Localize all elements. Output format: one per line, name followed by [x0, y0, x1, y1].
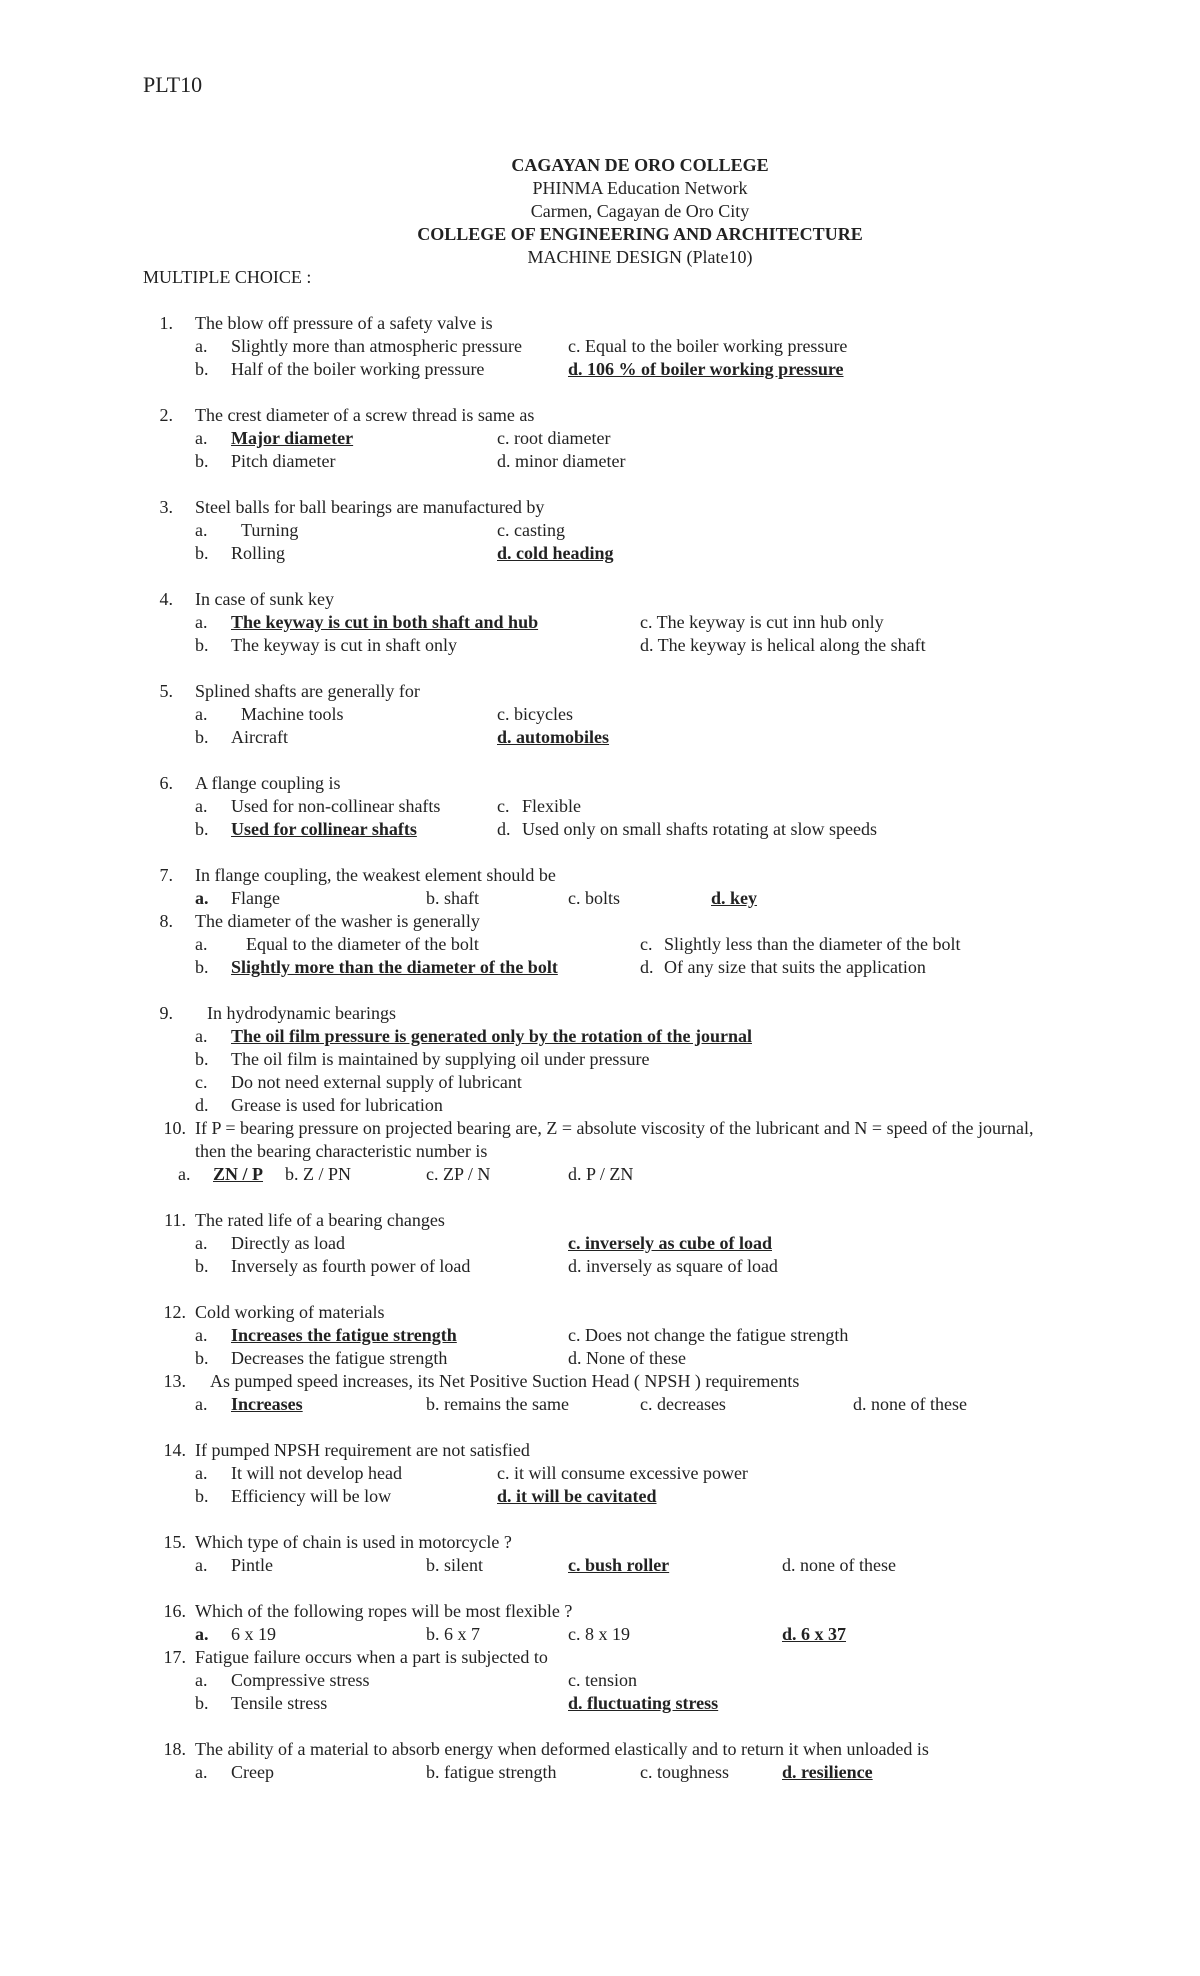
option-d-answer: d. automobiles: [497, 727, 610, 747]
question-number: 10.: [163, 1118, 186, 1138]
option-b: Aircraft: [231, 727, 288, 747]
option-c: c. ZP / N: [426, 1164, 491, 1184]
page-id: PLT10: [143, 72, 203, 97]
option-a-answer: ZN / P: [213, 1164, 264, 1184]
question-number: 7.: [159, 865, 173, 885]
option-b-letter: b.: [195, 1348, 209, 1368]
option-c-letter: c.: [497, 796, 510, 816]
option-b-letter: b.: [195, 1693, 209, 1713]
option-a: Machine tools: [241, 704, 344, 724]
option-a-letter: a.: [195, 1394, 208, 1414]
option-c: c. casting: [497, 520, 565, 540]
option-a-letter: a.: [195, 1670, 208, 1690]
option-a-letter: a.: [195, 612, 208, 632]
option-b-letter: b.: [195, 727, 209, 747]
question-text: Steel balls for ball bearings are manufactured by: [195, 497, 545, 517]
option-a: Creep: [231, 1762, 274, 1782]
college-name: COLLEGE OF ENGINEERING AND ARCHITECTURE: [417, 224, 863, 244]
option-c: Do not need external supply of lubricant: [231, 1072, 522, 1092]
option-a-letter: a.: [195, 1233, 208, 1253]
option-d-letter: d.: [497, 819, 511, 839]
option-d-letter: d.: [640, 957, 654, 977]
option-d: Grease is used for lubrication: [231, 1095, 443, 1115]
option-c: c. Does not change the fatigue strength: [568, 1325, 849, 1345]
option-b-letter: b.: [195, 635, 209, 655]
option-b: b. shaft: [426, 888, 479, 908]
option-d-answer: d. cold heading: [497, 543, 614, 563]
subject-title: MACHINE DESIGN (Plate10): [527, 247, 753, 267]
option-c-letter: c.: [640, 934, 653, 954]
option-b: Inversely as fourth power of load: [231, 1256, 471, 1276]
option-c: c. toughness: [640, 1762, 729, 1782]
option-c: Flexible: [522, 796, 581, 816]
option-d: d. minor diameter: [497, 451, 626, 471]
option-a: Slightly more than atmospheric pressure: [231, 336, 522, 356]
option-b: Rolling: [231, 543, 286, 563]
option-a: Turning: [241, 520, 299, 540]
question-text: In flange coupling, the weakest element should be: [195, 865, 556, 885]
question-text: If P = bearing pressure on projected bearing are, Z = absolute viscosity of the lubricant and N = speed of the journal,: [195, 1118, 1034, 1138]
question-text: Which of the following ropes will be most flexible ?: [195, 1601, 573, 1621]
option-a: Used for non-collinear shafts: [231, 796, 441, 816]
option-b: b. Z / PN: [285, 1164, 352, 1184]
option-c: c. The keyway is cut inn hub only: [640, 612, 884, 632]
option-a-letter: a.: [195, 1555, 208, 1575]
question-number: 5.: [159, 681, 173, 701]
option-d: d. The keyway is helical along the shaft: [640, 635, 926, 655]
option-c: c. bicycles: [497, 704, 573, 724]
question-number: 1.: [159, 313, 173, 333]
option-a: Compressive stress: [231, 1670, 370, 1690]
question-text: Which type of chain is used in motorcycle ?: [195, 1532, 512, 1552]
option-a-letter: a.: [178, 1164, 191, 1184]
option-a: Directly as load: [231, 1233, 345, 1253]
option-d-answer: d. 106 % of boiler working pressure: [568, 359, 844, 379]
option-b-letter: b.: [195, 1256, 209, 1276]
option-c: c. Equal to the boiler working pressure: [568, 336, 848, 356]
option-d: Of any size that suits the application: [664, 957, 926, 977]
question-text: Cold working of materials: [195, 1302, 385, 1322]
option-a-answer: The keyway is cut in both shaft and hub: [231, 612, 539, 632]
option-b-letter: b.: [195, 543, 209, 563]
option-c-letter: c.: [195, 1072, 208, 1092]
option-b: b. remains the same: [426, 1394, 569, 1414]
question-number: 6.: [159, 773, 173, 793]
option-b: The oil film is maintained by supplying oil under pressure: [231, 1049, 650, 1069]
option-a-letter: a.: [195, 1325, 208, 1345]
question-number: 8.: [159, 911, 173, 931]
section-label: MULTIPLE CHOICE :: [143, 267, 312, 287]
option-a-letter: a.: [195, 1463, 208, 1483]
option-b-answer: Used for collinear shafts: [231, 819, 417, 839]
option-a-letter: a.: [195, 520, 208, 540]
school-name: CAGAYAN DE ORO COLLEGE: [511, 155, 769, 175]
option-b-letter: b.: [195, 1486, 209, 1506]
question-number: 2.: [159, 405, 173, 425]
option-d-answer: d. it will be cavitated: [497, 1486, 657, 1506]
option-b: b. silent: [426, 1555, 483, 1575]
question-number: 16.: [163, 1601, 186, 1621]
question-number: 15.: [163, 1532, 186, 1552]
option-b: Pitch diameter: [231, 451, 336, 471]
option-a-answer: Increases: [231, 1394, 303, 1414]
option-a-letter: a.: [195, 704, 208, 724]
question-text: A flange coupling is: [195, 773, 341, 793]
document-header: [0, 154, 1200, 269]
school-location: Carmen, Cagayan de Oro City: [530, 201, 750, 221]
question-text: The ability of a material to absorb energy when deformed elastically and to return it when unloaded is: [195, 1739, 929, 1759]
option-c-answer: c. bush roller: [568, 1555, 670, 1575]
option-a-letter: a.: [195, 888, 209, 908]
option-c: c. it will consume excessive power: [497, 1463, 748, 1483]
question-text: As pumped speed increases, its Net Positive Suction Head ( NPSH ) requirements: [210, 1371, 800, 1391]
option-b: Decreases the fatigue strength: [231, 1348, 448, 1368]
option-d-answer: d. fluctuating stress: [568, 1693, 719, 1713]
option-c: c. decreases: [640, 1394, 726, 1414]
option-b-letter: b.: [195, 1049, 209, 1069]
question-number: 13.: [163, 1371, 186, 1391]
option-a: It will not develop head: [231, 1463, 402, 1483]
question-number: 18.: [163, 1739, 186, 1759]
option-b-letter: b.: [195, 819, 209, 839]
question-text: In hydrodynamic bearings: [207, 1003, 396, 1023]
option-a-letter: a.: [195, 1026, 208, 1046]
option-c: Slightly less than the diameter of the bolt: [664, 934, 961, 954]
question-text: The crest diameter of a screw thread is same as: [195, 405, 535, 425]
option-a-letter: a.: [195, 1624, 209, 1644]
question-text-continued: then the bearing characteristic number is: [195, 1141, 488, 1161]
option-a-letter: a.: [195, 336, 208, 356]
question-text: If pumped NPSH requirement are not satisfied: [195, 1440, 530, 1460]
question-text: The blow off pressure of a safety valve is: [195, 313, 493, 333]
option-c: c. bolts: [568, 888, 620, 908]
question-number: 12.: [163, 1302, 186, 1322]
option-b-letter: b.: [195, 451, 209, 471]
option-a: Pintle: [231, 1555, 274, 1575]
option-a-answer: Major diameter: [231, 428, 354, 448]
option-a-letter: a.: [195, 1762, 208, 1782]
option-a: Flange: [231, 888, 280, 908]
option-b: Tensile stress: [231, 1693, 328, 1713]
question-text: The diameter of the washer is generally: [195, 911, 480, 931]
question-number: 3.: [159, 497, 173, 517]
question-text: Fatigue failure occurs when a part is subjected to: [195, 1647, 548, 1667]
question-number: 9.: [159, 1003, 173, 1023]
option-b-letter: b.: [195, 359, 209, 379]
option-d: d. P / ZN: [568, 1164, 634, 1184]
question-text: The rated life of a bearing changes: [195, 1210, 445, 1230]
option-b-letter: b.: [195, 957, 209, 977]
option-c-answer: c. inversely as cube of load: [568, 1233, 772, 1253]
option-d: d. none of these: [853, 1394, 967, 1414]
option-c: c. 8 x 19: [568, 1624, 630, 1644]
option-c: c. tension: [568, 1670, 637, 1690]
option-b: Efficiency will be low: [231, 1486, 392, 1506]
option-a: Equal to the diameter of the bolt: [246, 934, 479, 954]
question-text: Splined shafts are generally for: [195, 681, 420, 701]
option-a-answer: Increases the fatigue strength: [231, 1325, 457, 1345]
option-d: d. none of these: [782, 1555, 896, 1575]
option-b: The keyway is cut in shaft only: [231, 635, 457, 655]
option-d-answer: d. key: [711, 888, 758, 908]
option-d-answer: d. 6 x 37: [782, 1624, 847, 1644]
option-d: d. inversely as square of load: [568, 1256, 778, 1276]
option-a-answer: The oil film pressure is generated only by the rotation of the journal: [231, 1026, 752, 1046]
option-b: b. 6 x 7: [426, 1624, 480, 1644]
option-a-letter: a.: [195, 796, 208, 816]
option-b: b. fatigue strength: [426, 1762, 557, 1782]
option-d: d. None of these: [568, 1348, 686, 1368]
option-b-answer: Slightly more than the diameter of the bolt: [231, 957, 558, 977]
option-b: Half of the boiler working pressure: [231, 359, 485, 379]
question-number: 11.: [164, 1210, 186, 1230]
question-number: 4.: [159, 589, 173, 609]
option-a: 6 x 19: [231, 1624, 276, 1644]
option-a-letter: a.: [195, 428, 208, 448]
network-name: PHINMA Education Network: [532, 178, 748, 198]
option-d: Used only on small shafts rotating at slow speeds: [522, 819, 877, 839]
question-number: 17.: [163, 1647, 186, 1667]
option-c: c. root diameter: [497, 428, 611, 448]
question-number: 14.: [163, 1440, 186, 1460]
option-d-letter: d.: [195, 1095, 209, 1115]
question-text: In case of sunk key: [195, 589, 334, 609]
option-a-letter: a.: [195, 934, 208, 954]
option-d-answer: d. resilience: [782, 1762, 873, 1782]
